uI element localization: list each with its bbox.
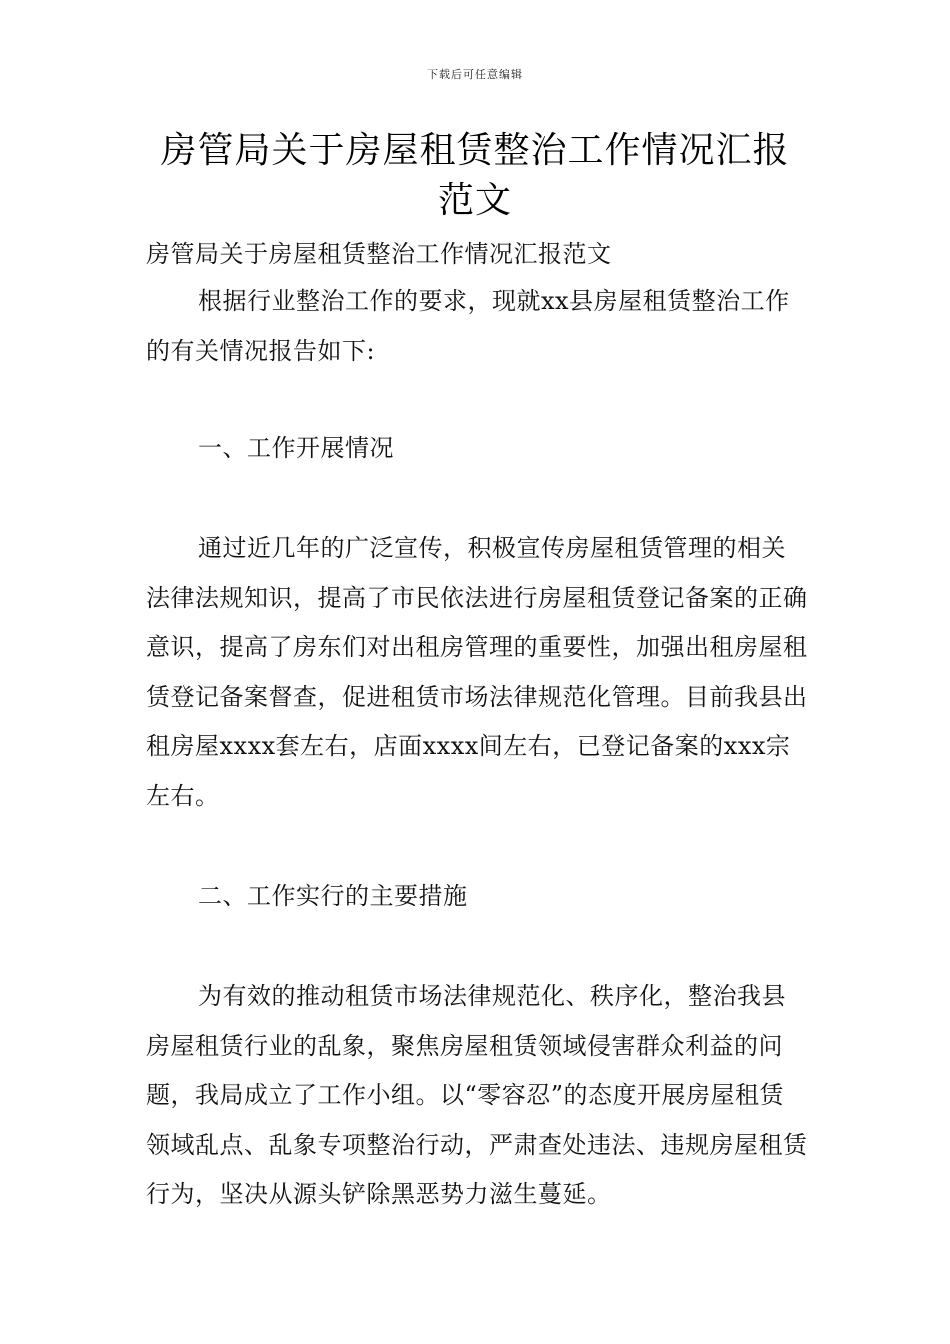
section-2-heading: 二、工作实行的主要措施 bbox=[198, 882, 468, 910]
document-title: 房管局关于房屋租赁整治工作情况汇报范文 bbox=[160, 130, 790, 221]
intro-paragraph: 根据行业整治工作的要求，现就xx县房屋租赁整治工作的有关情况报告如下: bbox=[146, 287, 790, 365]
header-note: 下载后可任意编辑 bbox=[427, 68, 523, 81]
section-1-paragraph: 通过近几年的广泛宣传，积极宣传房屋租赁管理的相关法律法规知识，提高了市民依法进行房屋租赁登记备案的正确意识，提高了房东们对出租房管理的重要性，加强出租房屋租赁登记备案督查，促进租赁市场法律规范化管理。目前我县出租房屋xxxx套左右，店面xxxx间左右，已登记备案的xxx宗左右。 bbox=[146, 534, 808, 810]
section-2-paragraph: 为有效的推动租赁市场法律规范化、秩序化，整治我县房屋租赁行业的乱象，聚焦房屋租赁领域侵害群众利益的问题，我局成立了工作小组。以“零容忍”的态度开展房屋租赁领域乱点、乱象专项整治行动，严肃查处违法、违规房屋租赁行为，坚决从源头铲除黑恶势力滋生蔓延。 bbox=[146, 982, 808, 1208]
section-1-heading: 一、工作开展情况 bbox=[198, 434, 394, 462]
document-subtitle: 房管局关于房屋租赁整治工作情况汇报范文 bbox=[146, 240, 612, 268]
